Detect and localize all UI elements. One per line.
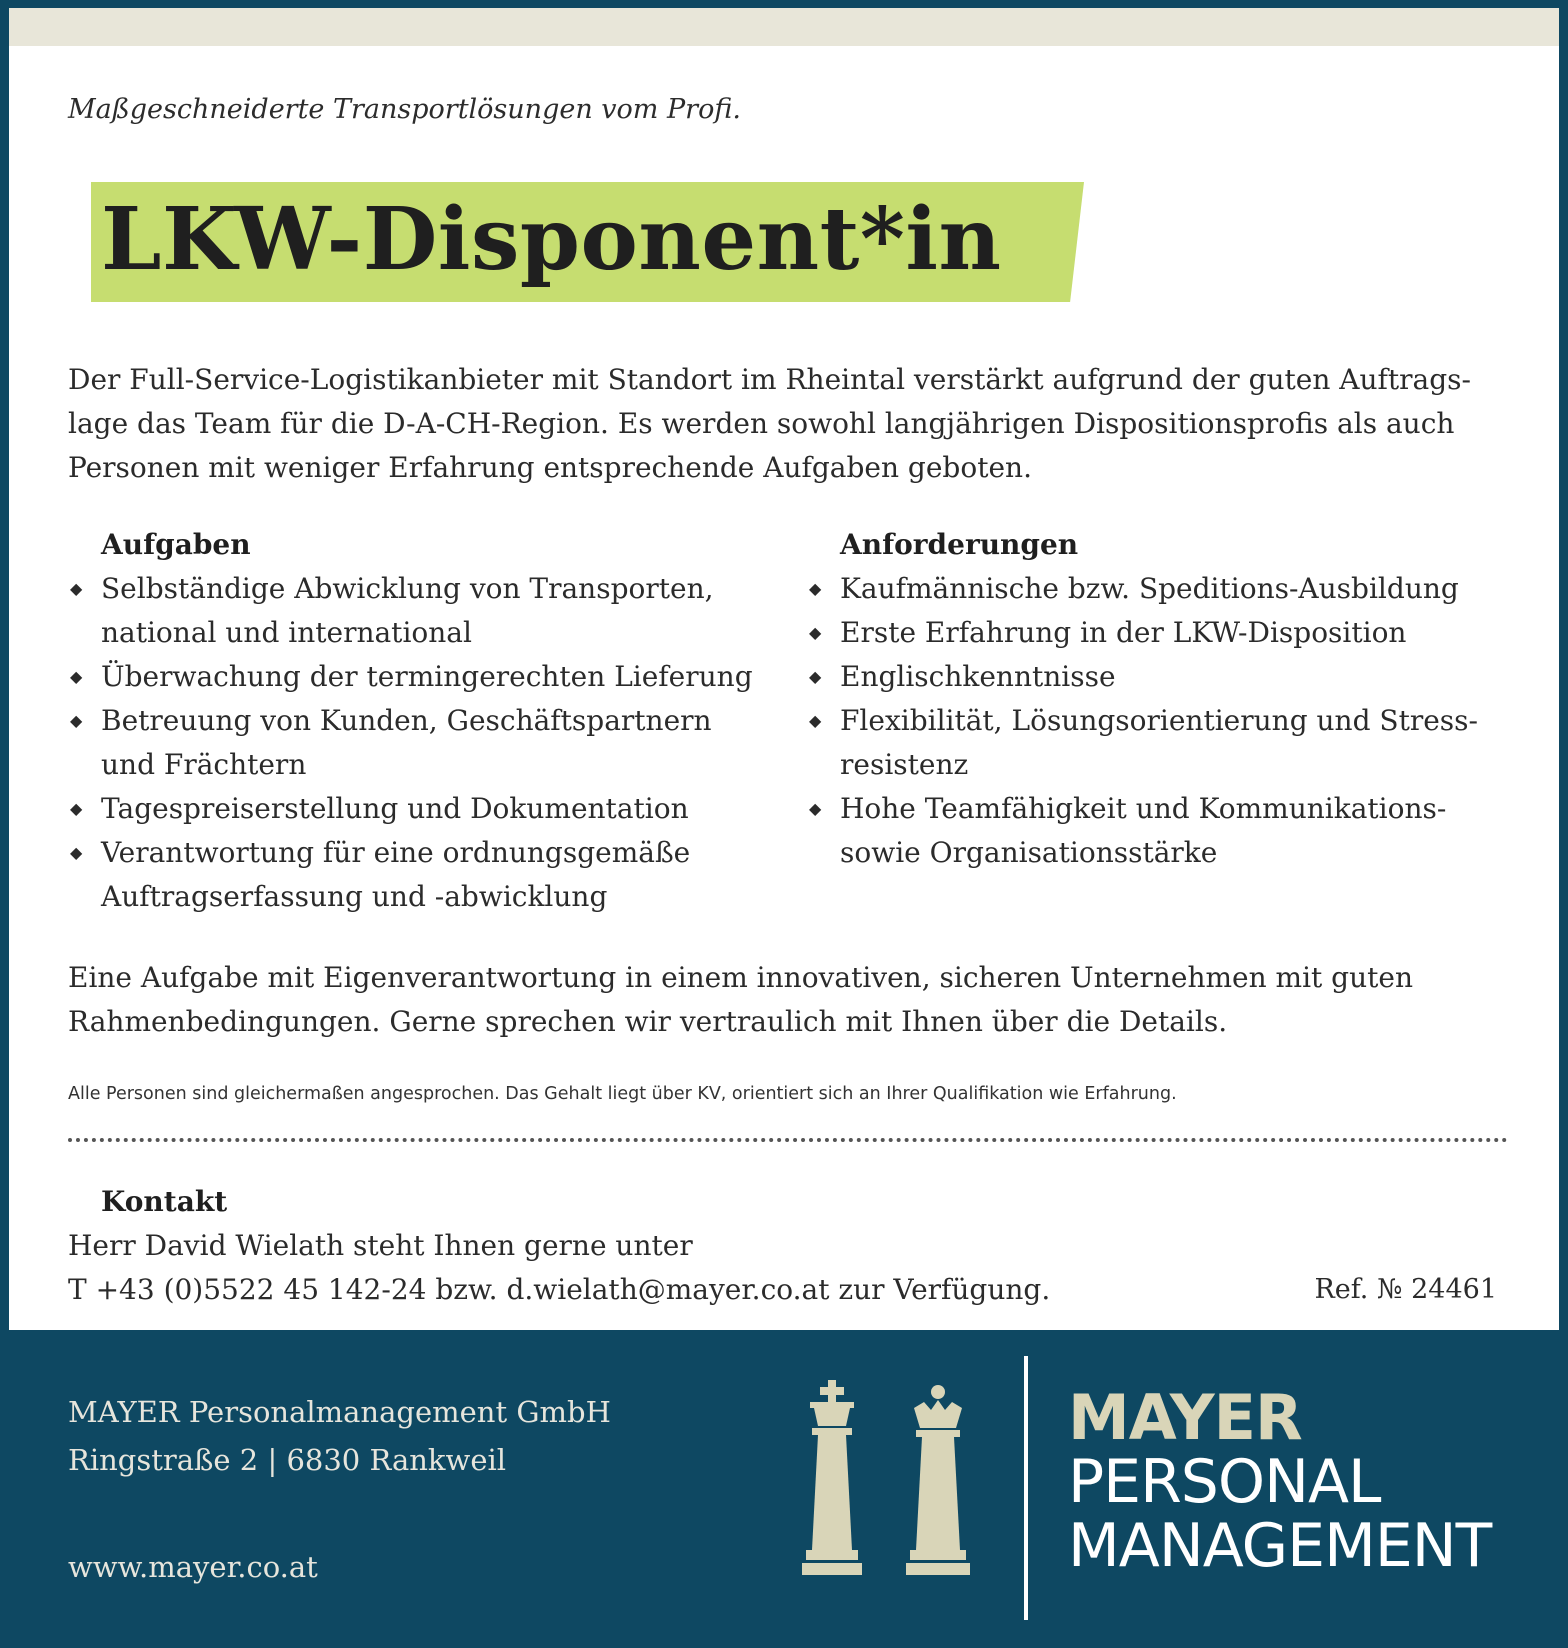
list-item-text: sowie Organisationsstärke	[840, 836, 1218, 869]
outro-line: Eine Aufgabe mit Eigenverantwortung in einem innovativen, sicheren Unternehmen mit guten	[68, 961, 1413, 994]
list-item-text: national und international	[101, 616, 472, 649]
footer-company-name: MAYER Personalmanagement GmbH	[68, 1395, 611, 1429]
company-logo	[1068, 1381, 1492, 1581]
bullet-icon: ◆	[809, 711, 822, 730]
list-item	[68, 655, 768, 699]
tagline: Maßgeschneiderte Transportlösungen vom Profi.	[68, 94, 741, 125]
intro-paragraph	[68, 358, 1508, 490]
bullet-icon: ◆	[70, 667, 83, 686]
legal-note: Alle Personen sind gleichermaßen angesprochen. Das Gehalt liegt über KV, orientiert sich an Ihrer Qualifikation wie Erfahrung.	[68, 1084, 1177, 1104]
list-item-text: Erste Erfahrung in der LKW-Disposition	[840, 616, 1407, 649]
logo-divider	[1024, 1356, 1028, 1620]
anforderungen-heading: Anforderungen	[840, 528, 1079, 561]
bullet-icon: ◆	[70, 799, 83, 818]
dotted-divider	[68, 1138, 1508, 1142]
list-item	[807, 699, 1507, 787]
outro-line: Rahmenbedingungen. Gerne sprechen wir vertraulich mit Ihnen über die Details.	[68, 1005, 1228, 1038]
bullet-icon: ◆	[70, 843, 83, 862]
list-item-text: Hohe Teamfähigkeit und Kommunikations-	[840, 792, 1447, 825]
list-item-text: Kaufmännische bzw. Speditions-Ausbildung	[840, 572, 1459, 605]
contact-heading: Kontakt	[101, 1185, 228, 1218]
top-strip	[9, 8, 1559, 46]
list-item-text: Tagespreiserstellung und Dokumentation	[101, 792, 689, 825]
list-item-text: und Frächtern	[101, 748, 307, 781]
bullet-icon: ◆	[809, 623, 822, 642]
list-item-text: Betreuung von Kunden, Geschäftspartnern	[101, 704, 712, 737]
list-item	[807, 567, 1507, 611]
bullet-icon: ◆	[809, 579, 822, 598]
intro-line: Der Full-Service-Logistikanbieter mit Standort im Rheintal verstärkt aufgrund der guten Auftrags-	[68, 363, 1472, 396]
list-item	[807, 655, 1507, 699]
aufgaben-heading: Aufgaben	[101, 528, 251, 561]
contact-line: Herr David Wielath steht Ihnen gerne unter	[68, 1229, 693, 1262]
logo-line-mayer: MAYER	[1068, 1381, 1302, 1454]
contact-line-phone-email[interactable]: T +43 (0)5522 45 142-24 bzw. d.wielath@mayer.co.at zur Verfügung.	[68, 1273, 1051, 1306]
bullet-icon: ◆	[70, 711, 83, 730]
list-item-text: Englischkenntnisse	[840, 660, 1116, 693]
job-ad-card	[9, 8, 1559, 1330]
logo-line-management: MANAGEMENT	[1068, 1511, 1492, 1581]
list-item	[68, 699, 768, 787]
logo-line-personal: PERSONAL	[1068, 1447, 1381, 1517]
bullet-icon: ◆	[70, 579, 83, 598]
intro-line: lage das Team für die D-A-CH-Region. Es werden sowohl langjährigen Dispositionsprofis als auch	[68, 407, 1455, 440]
chess-king-queen-icon	[800, 1380, 990, 1584]
list-item-text: Verantwortung für eine ordnungsgemäße	[101, 836, 691, 869]
aufgaben-list	[68, 567, 768, 919]
list-item-text: Auftragserfassung und -abwicklung	[101, 880, 608, 913]
anforderungen-list	[807, 567, 1507, 875]
aufgaben-section	[68, 523, 768, 919]
list-item	[68, 787, 768, 831]
bullet-icon: ◆	[809, 667, 822, 686]
job-title: LKW-Disponent*in	[101, 189, 1002, 290]
intro-line: Personen mit weniger Erfahrung entsprechende Aufgaben geboten.	[68, 451, 1032, 484]
footer-address: Ringstraße 2 | 6830 Rankweil	[68, 1443, 507, 1477]
reference-number: Ref. № 24461	[1314, 1274, 1497, 1305]
list-item-text: Überwachung der termingerechten Lieferung	[101, 660, 753, 693]
list-item-text: Selbständige Abwicklung von Transporten,	[101, 572, 714, 605]
footer-website-link[interactable]: www.mayer.co.at	[68, 1550, 318, 1584]
anforderungen-section	[807, 523, 1507, 875]
list-item	[68, 831, 768, 919]
list-item-text: resistenz	[840, 748, 969, 781]
list-item	[807, 611, 1507, 655]
list-item	[68, 567, 768, 655]
outro-paragraph	[68, 956, 1528, 1044]
list-item-text: Flexibilität, Lösungsorientierung und Stress-	[840, 704, 1478, 737]
bullet-icon: ◆	[809, 799, 822, 818]
list-item	[807, 787, 1507, 875]
